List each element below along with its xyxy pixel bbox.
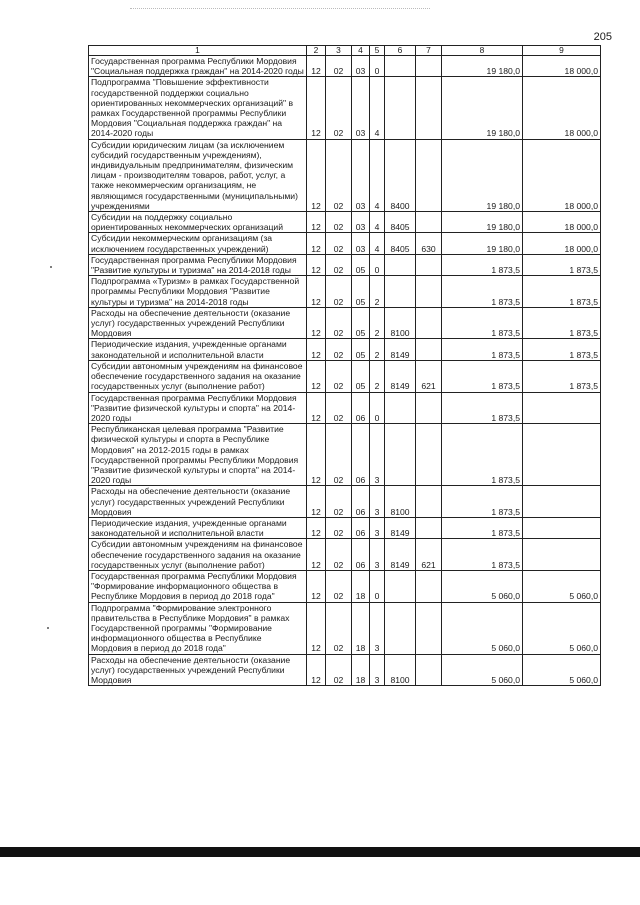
cell-col6: 8149 [385,517,416,538]
cell-col7 [416,254,442,275]
cell-col2: 12 [307,392,326,424]
cell-col6 [385,276,416,308]
cell-col7 [416,307,442,339]
page-number: 205 [593,31,612,43]
cell-col4: 05 [352,307,370,339]
cell-amount-1: 1 873,5 [442,307,523,339]
col-header: 4 [352,46,370,56]
cell-amount-1: 5 060,0 [442,570,523,602]
cell-col4: 03 [352,233,370,254]
cell-col3: 02 [326,486,352,518]
row-description: Государственная программа Республики Мордовия "Социальная поддержка граждан" на 2014-2020 годы [89,56,307,77]
cell-col3: 02 [326,139,352,211]
cell-col6: 8100 [385,486,416,518]
row-description: Государственная программа Республики Мордовия "Формирование информационного общества в Республике Мордовия в период до 2018 года" [89,570,307,602]
cell-col7 [416,486,442,518]
cell-amount-1: 1 873,5 [442,276,523,308]
cell-amount-2: 18 000,0 [523,233,601,254]
cell-col2: 12 [307,360,326,392]
row-description: Периодические издания, учрежденные органами законодательной и исполнительной власти [89,339,307,360]
scan-speck [47,627,49,629]
cell-amount-2: 1 873,5 [523,360,601,392]
table-row [89,233,601,254]
cell-col3: 02 [326,539,352,571]
cell-col2: 12 [307,602,326,654]
cell-col3: 02 [326,233,352,254]
cell-amount-2: 18 000,0 [523,77,601,139]
cell-amount-2: 5 060,0 [523,570,601,602]
cell-col3: 02 [326,56,352,77]
cell-col6 [385,254,416,275]
cell-col3: 02 [326,392,352,424]
table-row [89,56,601,77]
cell-col5: 2 [370,276,385,308]
table-row [89,77,601,139]
cell-col3: 02 [326,77,352,139]
cell-amount-1: 1 873,5 [442,254,523,275]
scan-bottom-bar [0,847,640,857]
cell-amount-2 [523,486,601,518]
cell-amount-2: 1 873,5 [523,307,601,339]
cell-col3: 02 [326,307,352,339]
cell-amount-1: 1 873,5 [442,424,523,486]
cell-col2: 12 [307,486,326,518]
cell-col3: 02 [326,254,352,275]
row-description: Государственная программа Республики Мордовия "Развитие физической культуры и спорта" на 2014-2020 годы [89,392,307,424]
col-header: 8 [442,46,523,56]
cell-col2: 12 [307,517,326,538]
cell-col2: 12 [307,233,326,254]
cell-amount-1: 19 180,0 [442,56,523,77]
cell-col4: 06 [352,517,370,538]
cell-col2: 12 [307,139,326,211]
cell-col2: 12 [307,307,326,339]
cell-amount-1: 5 060,0 [442,654,523,686]
cell-amount-1: 19 180,0 [442,139,523,211]
cell-col2: 12 [307,424,326,486]
cell-col3: 02 [326,360,352,392]
cell-col4: 05 [352,339,370,360]
cell-col5: 4 [370,139,385,211]
cell-col6 [385,602,416,654]
col-header: 2 [307,46,326,56]
cell-col7 [416,570,442,602]
cell-amount-2: 1 873,5 [523,339,601,360]
cell-amount-2 [523,392,601,424]
cell-col5: 4 [370,233,385,254]
cell-amount-1: 1 873,5 [442,517,523,538]
cell-col4: 03 [352,77,370,139]
cell-col4: 18 [352,570,370,602]
cell-col6 [385,77,416,139]
cell-col5: 2 [370,360,385,392]
cell-amount-2: 5 060,0 [523,602,601,654]
row-description: Расходы на обеспечение деятельности (оказание услуг) государственных учреждений Республики Мордовия [89,654,307,686]
cell-amount-2: 1 873,5 [523,254,601,275]
cell-col7 [416,424,442,486]
cell-amount-2 [523,424,601,486]
cell-col5: 3 [370,517,385,538]
table-row [89,339,601,360]
cell-col4: 06 [352,392,370,424]
cell-col2: 12 [307,570,326,602]
cell-col5: 2 [370,339,385,360]
table-row [89,602,601,654]
cell-col7: 621 [416,539,442,571]
cell-col5: 3 [370,486,385,518]
cell-col3: 02 [326,602,352,654]
cell-col2: 12 [307,539,326,571]
cell-col5: 3 [370,602,385,654]
cell-col2: 12 [307,276,326,308]
cell-amount-2: 18 000,0 [523,212,601,233]
col-header: 1 [89,46,307,56]
cell-col4: 03 [352,56,370,77]
table-row [89,486,601,518]
cell-col4: 18 [352,602,370,654]
cell-col2: 12 [307,339,326,360]
table-row [89,539,601,571]
cell-col5: 2 [370,307,385,339]
cell-amount-1: 1 873,5 [442,486,523,518]
cell-col6 [385,424,416,486]
cell-col5: 3 [370,539,385,571]
table-header-row [89,46,601,56]
row-description: Подпрограмма "Формирование электронного правительства в Республике Мордовия" в рамках Государственной программы "Формирование информационного общества в Республике Мордовия в период до 2018 года" [89,602,307,654]
cell-col4: 06 [352,486,370,518]
cell-col2: 12 [307,56,326,77]
table-row [89,424,601,486]
cell-col6: 8405 [385,212,416,233]
cell-col2: 12 [307,654,326,686]
cell-col6: 8100 [385,654,416,686]
cell-col2: 12 [307,77,326,139]
cell-col4: 03 [352,212,370,233]
table-row [89,139,601,211]
row-description: Расходы на обеспечение деятельности (оказание услуг) государственных учреждений Республики Мордовия [89,307,307,339]
row-description: Субсидии юридическим лицам (за исключением субсидий государственным учреждениям), индивидуальным предпринимателям, физическим лицам - производителям товаров, работ, услуг, а также некоммерческим организациям, не являющимся государственными (муниципальными) учреждениями [89,139,307,211]
cell-col4: 05 [352,360,370,392]
table-row [89,276,601,308]
row-description: Субсидии на поддержку социально ориентированных некоммерческих организаций [89,212,307,233]
cell-col4: 06 [352,539,370,571]
cell-col5: 0 [370,254,385,275]
cell-col4: 06 [352,424,370,486]
row-description: Расходы на обеспечение деятельности (оказание услуг) государственных учреждений Республики Мордовия [89,486,307,518]
cell-col5: 3 [370,424,385,486]
cell-col7 [416,139,442,211]
row-description: Республиканская целевая программа "Развитие физической культуры и спорта в Республике Мордовия" на 2012-2015 годы в рамках Государственной программы Республики Мордовия "Развитие физической культуры и спорта" на 2014-2020 годы [89,424,307,486]
cell-col2: 12 [307,212,326,233]
cell-col2: 12 [307,254,326,275]
cell-col5: 0 [370,570,385,602]
row-description: Субсидии автономным учреждениям на финансовое обеспечение государственного задания на оказание государственных услуг (выполнение работ) [89,539,307,571]
cell-col7 [416,77,442,139]
cell-amount-2: 5 060,0 [523,654,601,686]
cell-amount-1: 19 180,0 [442,77,523,139]
cell-col3: 02 [326,212,352,233]
cell-col7 [416,517,442,538]
budget-table [88,45,601,686]
cell-col4: 05 [352,254,370,275]
cell-col3: 02 [326,654,352,686]
cell-col3: 02 [326,424,352,486]
row-description: Периодические издания, учрежденные органами законодательной и исполнительной власти [89,517,307,538]
cell-amount-1: 19 180,0 [442,212,523,233]
col-header: 5 [370,46,385,56]
cell-col5: 3 [370,654,385,686]
cell-amount-1: 1 873,5 [442,339,523,360]
cell-amount-2 [523,539,601,571]
table-row [89,570,601,602]
scan-speck [50,266,52,268]
cell-col7: 630 [416,233,442,254]
cell-amount-2: 1 873,5 [523,276,601,308]
cell-col4: 05 [352,276,370,308]
cell-amount-1: 5 060,0 [442,602,523,654]
cell-col5: 4 [370,77,385,139]
table-row [89,212,601,233]
cell-amount-2 [523,517,601,538]
cell-col5: 0 [370,56,385,77]
row-description: Подпрограмма «Туризм» в рамках Государственной программы Республики Мордовия "Развитие культуры и туризма" на 2014-2018 годы [89,276,307,308]
cell-col6 [385,392,416,424]
cell-col3: 02 [326,570,352,602]
cell-col6: 8149 [385,360,416,392]
cell-amount-2: 18 000,0 [523,56,601,77]
cell-amount-1: 19 180,0 [442,233,523,254]
cell-amount-2: 18 000,0 [523,139,601,211]
cell-col3: 02 [326,517,352,538]
row-description: Подпрограмма "Повышение эффективности государственной поддержки социально ориентированных некоммерческих организаций" в рамках Государственной программы Республики Мордовия "Социальная поддержка граждан" на 2014-2020 годы [89,77,307,139]
table-row [89,654,601,686]
cell-col3: 02 [326,339,352,360]
cell-col7 [416,654,442,686]
cell-col5: 4 [370,212,385,233]
cell-col6 [385,56,416,77]
table-row [89,254,601,275]
table-row [89,360,601,392]
cell-col6: 8149 [385,539,416,571]
cell-col5: 0 [370,392,385,424]
cell-col7: 621 [416,360,442,392]
cell-col4: 18 [352,654,370,686]
cell-col3: 02 [326,276,352,308]
table-row [89,517,601,538]
cell-amount-1: 1 873,5 [442,392,523,424]
row-description: Субсидии некоммерческим организациям (за исключением государственных учреждений) [89,233,307,254]
cell-col6: 8100 [385,307,416,339]
cell-col4: 03 [352,139,370,211]
cell-col6 [385,570,416,602]
col-header: 3 [326,46,352,56]
scan-artifact-top [130,8,430,11]
table-row [89,392,601,424]
cell-col7 [416,602,442,654]
cell-col7 [416,392,442,424]
cell-col7 [416,212,442,233]
row-description: Субсидии автономным учреждениям на финансовое обеспечение государственного задания на оказание государственных услуг (выполнение работ) [89,360,307,392]
col-header: 9 [523,46,601,56]
col-header: 6 [385,46,416,56]
cell-col7 [416,339,442,360]
cell-col6: 8405 [385,233,416,254]
col-header: 7 [416,46,442,56]
cell-col7 [416,56,442,77]
cell-amount-1: 1 873,5 [442,360,523,392]
cell-col6: 8149 [385,339,416,360]
row-description: Государственная программа Республики Мордовия "Развитие культуры и туризма" на 2014-2018 годы [89,254,307,275]
table-row [89,307,601,339]
cell-amount-1: 1 873,5 [442,539,523,571]
cell-col6: 8400 [385,139,416,211]
cell-col7 [416,276,442,308]
